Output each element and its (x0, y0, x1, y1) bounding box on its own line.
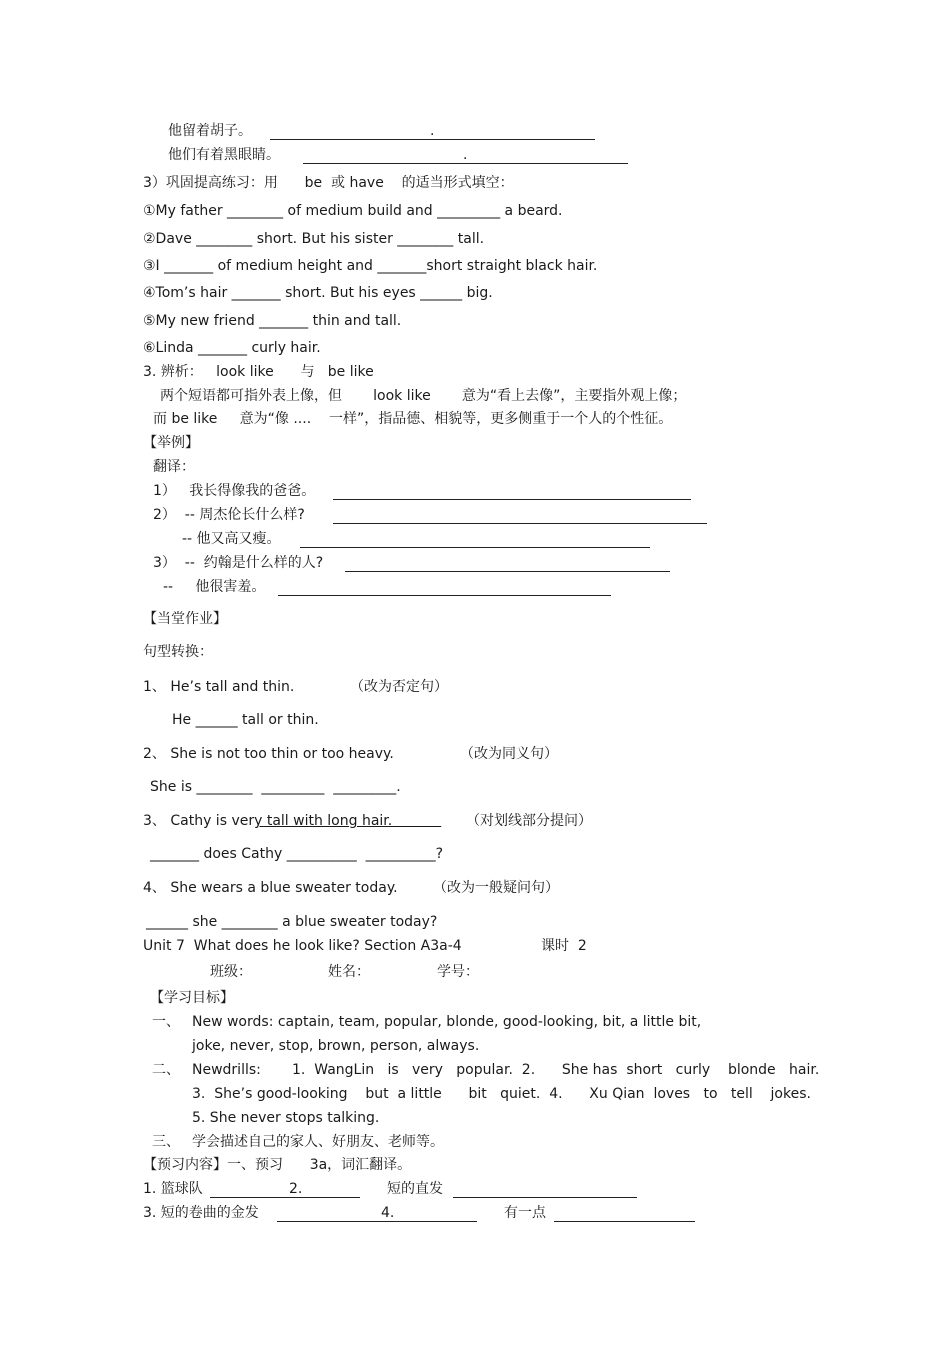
analysis-text: 而 be like 意为“像 .... 一样”，指品德、相貌等，更多侧重于一个人的个性征。 (153, 411, 673, 427)
analysis-text: 两个短语都可指外表上像，但 look like 意为“看上去像”，主要指外观上像； (160, 388, 687, 404)
translate-item: 3） -- 约翰是什么样的人? (153, 555, 324, 571)
homework-question: 2、 She is not too thin or too heavy. (143, 746, 394, 762)
unit-title: Unit 7 What does he look like? Section A3a-4 (143, 938, 462, 954)
vocab-number: 4. (381, 1205, 395, 1221)
vocab-number: 2. (289, 1181, 303, 1197)
vocab-item: 1. 篮球队 (143, 1181, 203, 1197)
homework-answer: ______ she ________ a blue sweater today? (146, 914, 438, 930)
homework-note: （改为同义句） (460, 746, 558, 762)
analysis-heading: 3. 辨析： look like 与 be like (143, 364, 374, 380)
goal-number: 二、 (152, 1062, 180, 1078)
answer-blank[interactable] (277, 1221, 477, 1222)
goal-text: New words: captain, team, popular, blonde, good-looking, bit, a little bit, (192, 1014, 702, 1030)
exercise-item: ③I _______ of medium height and _______short straight black hair. (143, 258, 598, 274)
class-label: 班级： (210, 964, 252, 980)
goal-text: Newdrills: 1. WangLin is very popular. 2. She has short curly blonde hair. (192, 1062, 820, 1078)
preview-heading: 【预习内容】一、预习 3a，词汇翻译。 (143, 1157, 412, 1173)
name-label: 姓名： (328, 964, 370, 980)
translate-item: -- 他很害羞。 (163, 579, 266, 595)
homework-note: （改为否定句） (350, 679, 448, 695)
homework-note: （改为一般疑问句） (433, 880, 559, 896)
goal-number: 三、 (152, 1134, 180, 1150)
translate-label: 翻译： (153, 459, 195, 475)
homework-question: 4、 She wears a blue sweater today. (143, 880, 398, 896)
vocab-item: 短的直发 (387, 1181, 443, 1197)
exercise-item: ⑥Linda _______ curly hair. (143, 340, 321, 356)
translation-line-1: 他留着胡子。 (168, 123, 252, 139)
goals-heading: 【学习目标】 (150, 990, 234, 1006)
homework-answer: She is ________ _________ _________. (150, 779, 401, 795)
example-heading: 【举例】 (143, 435, 199, 451)
answer-blank[interactable] (210, 1197, 360, 1198)
answer-blank[interactable] (453, 1197, 637, 1198)
underlined-part: y tall with long hair. (254, 813, 442, 829)
exercise-heading: 3）巩固提高练习：用 be 或 have 的适当形式填空： (143, 175, 514, 191)
homework-note: （对划线部分提问） (466, 813, 592, 829)
answer-blank[interactable] (345, 571, 670, 572)
blank-dot: . (430, 123, 435, 139)
answer-blank[interactable] (333, 523, 707, 524)
goal-text: joke, never, stop, brown, person, always. (192, 1038, 480, 1054)
goal-text: 学会描述自己的家人、好朋友、老师等。 (192, 1134, 444, 1150)
translate-item: 2） -- 周杰伦长什么样? (153, 507, 305, 523)
translate-item: -- 他又高又瘦。 (182, 531, 281, 547)
exercise-item: ⑤My new friend _______ thin and tall. (143, 313, 402, 329)
homework-answer: He ______ tall or thin. (172, 712, 319, 728)
homework-question (143, 812, 441, 830)
homework-subheading: 句型转换： (143, 644, 213, 660)
answer-blank[interactable] (278, 595, 611, 596)
blank-dot: . (463, 147, 468, 163)
vocab-item: 有一点 (504, 1205, 546, 1221)
answer-blank[interactable] (333, 499, 691, 500)
goal-number: 一、 (152, 1014, 180, 1030)
goal-text: 3. She’s good-looking but a little bit quiet. 4. Xu Qian loves to tell jokes. (192, 1086, 811, 1102)
unit-period: 课时 2 (541, 938, 587, 954)
homework-question: 1、 He’s tall and thin. (143, 679, 295, 695)
answer-blank[interactable] (554, 1221, 695, 1222)
homework-answer: _______ does Cathy __________ __________? (150, 846, 444, 862)
translate-item: 1） 我长得像我的爸爸。 (153, 483, 316, 499)
question-text: 3、 Cathy is ver (143, 813, 255, 829)
translation-line-2: 他们有着黑眼睛。 (168, 147, 280, 163)
exercise-item: ①My father ________ of medium build and _________ a beard. (143, 203, 563, 219)
exercise-item: ②Dave ________ short. But his sister ________ tall. (143, 231, 485, 247)
vocab-item: 3. 短的卷曲的金发 (143, 1205, 259, 1221)
answer-blank[interactable] (300, 547, 650, 548)
exercise-item: ④Tom’s hair _______ short. But his eyes ______ big. (143, 285, 493, 301)
goal-text: 5. She never stops talking. (192, 1110, 380, 1126)
id-label: 学号： (437, 964, 479, 980)
homework-heading: 【当堂作业】 (143, 611, 227, 627)
